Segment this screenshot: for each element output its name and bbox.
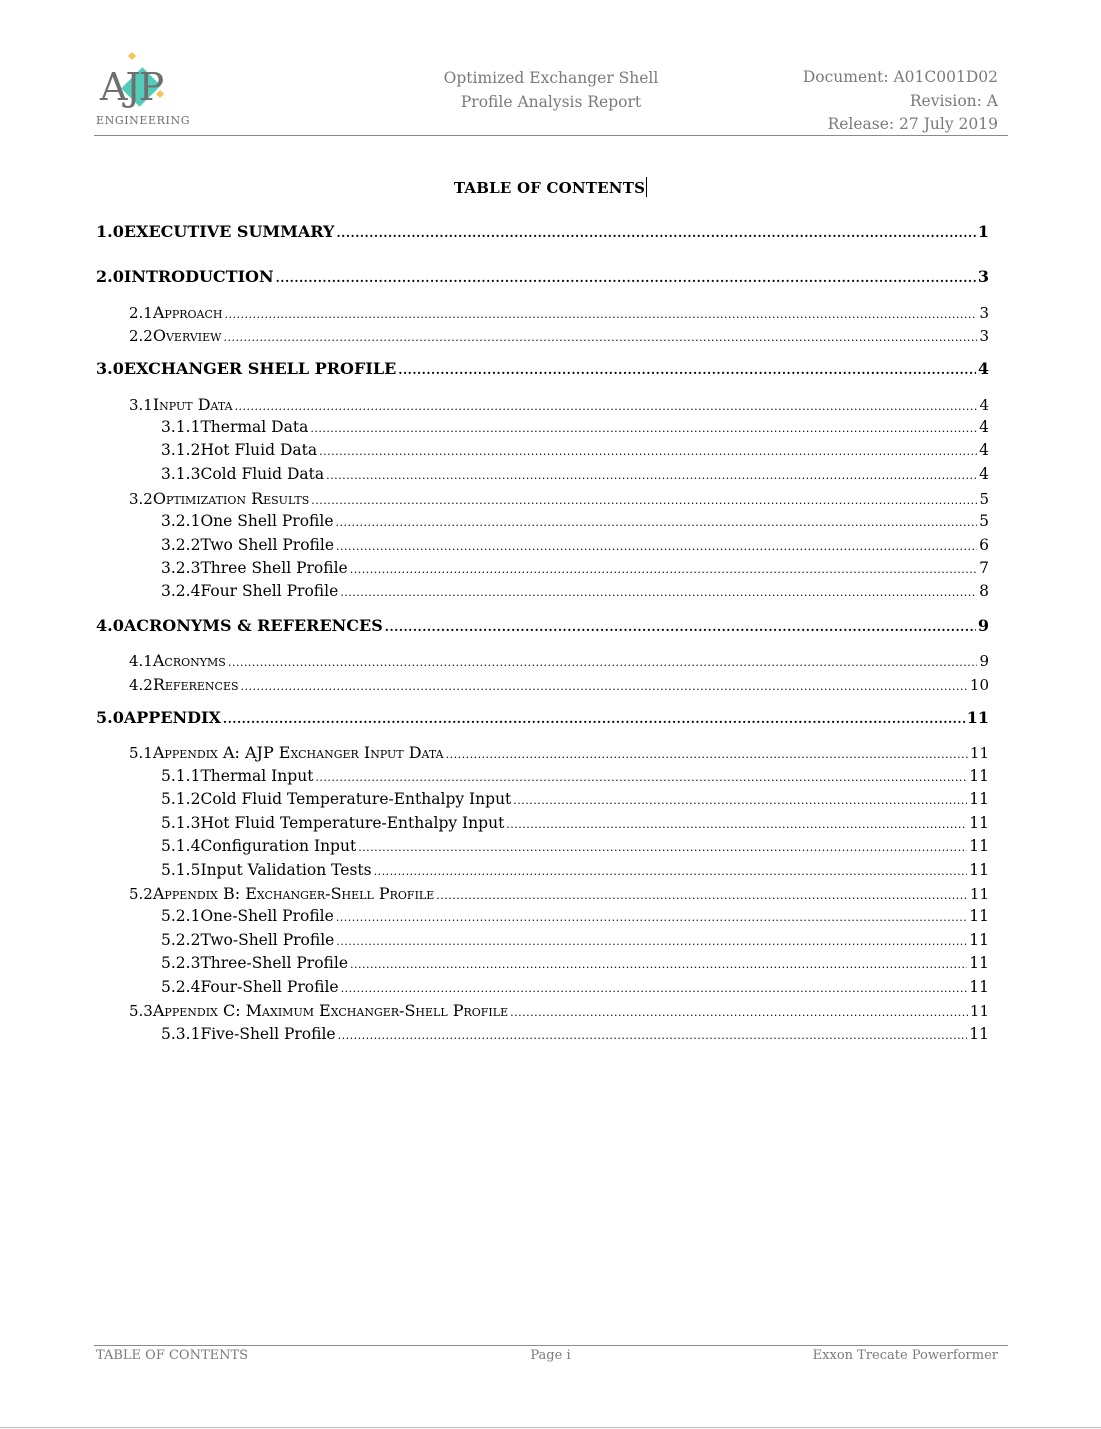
toc-entry[interactable]	[96, 708, 989, 727]
toc-entry[interactable]	[161, 767, 989, 785]
toc-entry-title: Two-Shell Profile	[200, 931, 335, 949]
toc-entry-page: 11	[969, 1025, 989, 1043]
report-title-line1: Optimized Exchanger Shell	[443, 69, 659, 87]
toc-leader	[319, 441, 977, 459]
toc-leader	[510, 1002, 968, 1020]
toc-entry-page: 6	[979, 536, 989, 554]
document-number: Document: A01C001D02	[802, 68, 998, 86]
toc-entry[interactable]	[161, 1025, 989, 1043]
footer-rule	[94, 1345, 1008, 1346]
toc-heading[interactable]	[0, 177, 1101, 197]
toc-entry-number: 5.1	[129, 744, 153, 762]
toc-entry-number: 3.2	[129, 490, 153, 508]
revision: Revision: A	[909, 91, 998, 110]
text-cursor	[646, 177, 647, 197]
toc-leader	[315, 767, 967, 785]
toc-entry-number: 5.3.1	[161, 1025, 201, 1043]
toc-entry-title: Input Data	[152, 395, 233, 414]
toc-leader	[223, 708, 965, 727]
toc-entry-title: Appendix C: Maximum Exchanger-Shell Profile	[152, 1001, 509, 1020]
header-rule	[94, 135, 1008, 136]
toc-leader	[513, 790, 967, 808]
toc-entry[interactable]	[161, 954, 989, 972]
toc-entry-number: 5.2.3	[161, 954, 201, 972]
toc-entry[interactable]	[129, 651, 989, 670]
toc-leader	[336, 222, 975, 241]
toc-entry-number: 3.2.2	[161, 536, 201, 554]
toc-entry-page: 7	[979, 559, 989, 577]
toc-entry-title: Hot Fluid Temperature-Enthalpy Input	[200, 814, 505, 832]
toc-entry-page: 11	[969, 885, 989, 903]
toc-entry[interactable]	[129, 489, 989, 508]
toc-entry-title: Three Shell Profile	[200, 559, 348, 577]
toc-entry-number: 4.1	[129, 652, 153, 670]
toc-entry-number: 2.1	[129, 304, 153, 322]
toc-entry-title: Thermal Input	[200, 767, 314, 785]
toc-entry-page: 3	[979, 304, 989, 322]
toc-entry-title: Two Shell Profile	[200, 536, 335, 554]
toc-leader	[326, 465, 977, 483]
toc-leader	[336, 907, 967, 925]
toc-leader	[276, 267, 976, 286]
toc-entry-title: INTRODUCTION	[123, 267, 274, 286]
toc-entry-page: 3	[977, 267, 989, 286]
toc-entry-page: 4	[979, 396, 989, 414]
toc-entry[interactable]	[161, 582, 989, 600]
toc-entry-number: 3.1.1	[161, 418, 201, 436]
toc-entry-number: 5.2.4	[161, 978, 201, 996]
footer-project-name: Exxon Trecate Powerformer	[812, 1348, 998, 1363]
toc-entry[interactable]	[161, 536, 989, 554]
toc-entry-title: Three-Shell Profile	[200, 954, 349, 972]
toc-entry-number: 2.0	[96, 267, 124, 286]
toc-entry-number: 5.0	[96, 708, 124, 727]
toc-entry-title: Cold Fluid Temperature-Enthalpy Input	[200, 790, 512, 808]
toc-entry-number: 5.1.1	[161, 767, 201, 785]
toc-entry-title: Thermal Data	[200, 418, 309, 436]
toc-leader	[228, 652, 978, 670]
toc-entry[interactable]	[161, 790, 989, 808]
toc-leader	[446, 744, 968, 762]
toc-entry-title: EXCHANGER SHELL PROFILE	[123, 359, 397, 378]
toc-entry[interactable]	[96, 222, 989, 241]
toc-leader	[436, 885, 968, 903]
toc-entry-title: Hot Fluid Data	[200, 441, 318, 459]
toc-entry-title: ACRONYMS & REFERENCES	[123, 616, 383, 635]
toc-entry-page: 1	[977, 222, 989, 241]
toc-entry-page: 9	[977, 616, 989, 635]
toc-entry-number: 1.0	[96, 222, 124, 241]
toc-entry-number: 3.1.3	[161, 465, 201, 483]
toc-entry-page: 11	[969, 837, 989, 855]
toc-leader	[374, 861, 968, 879]
toc-entry-title: Input Validation Tests	[200, 861, 372, 879]
toc-leader	[350, 559, 977, 577]
toc-entry-title: Acronyms	[152, 651, 226, 670]
toc-entry[interactable]	[161, 978, 989, 996]
toc-entry-title: Five-Shell Profile	[200, 1025, 336, 1043]
toc-leader	[385, 616, 976, 635]
toc-entry[interactable]	[161, 418, 989, 436]
toc-entry-page: 11	[969, 978, 989, 996]
toc-entry[interactable]	[129, 743, 989, 762]
toc-entry[interactable]	[161, 931, 989, 949]
toc-entry-page: 9	[979, 652, 989, 670]
toc-entry-page: 11	[969, 1002, 989, 1020]
toc-entry-number: 3.1.2	[161, 441, 201, 459]
toc-entry-page: 11	[969, 907, 989, 925]
toc-leader	[350, 954, 967, 972]
toc-entry-number: 5.2.2	[161, 931, 201, 949]
toc-leader	[341, 978, 968, 996]
toc-entry-title: Configuration Input	[200, 837, 357, 855]
logo-subtitle: ENGINEERING	[96, 114, 191, 127]
toc-entry-number: 3.2.4	[161, 582, 201, 600]
toc-entry-number: 3.2.3	[161, 559, 201, 577]
report-title-line2: Profile Analysis Report	[460, 93, 642, 111]
toc-entry[interactable]	[129, 675, 989, 694]
toc-entry-number: 3.0	[96, 359, 124, 378]
toc-entry-title: Four Shell Profile	[200, 582, 339, 600]
toc-entry-number: 4.0	[96, 616, 124, 635]
toc-entry-page: 11	[966, 708, 989, 727]
toc-leader	[310, 418, 977, 436]
toc-entry-number: 3.1	[129, 396, 153, 414]
toc-entry[interactable]	[161, 861, 989, 879]
footer-section-name: TABLE OF CONTENTS	[96, 1348, 249, 1363]
toc-entry-title: Approach	[152, 303, 223, 322]
toc-entry-page: 8	[979, 582, 989, 600]
toc-entry-page: 11	[969, 954, 989, 972]
toc-entry-number: 2.2	[129, 327, 153, 345]
toc-leader	[340, 582, 977, 600]
toc-entry[interactable]	[96, 267, 989, 286]
toc-entry-number: 4.2	[129, 676, 153, 694]
toc-entry-title: APPENDIX	[123, 708, 221, 727]
toc-entry-title: Cold Fluid Data	[200, 465, 325, 483]
toc-entry-page: 11	[969, 744, 989, 762]
toc-entry-page: 11	[969, 861, 989, 879]
toc-entry-title: One-Shell Profile	[200, 907, 334, 925]
release-date: Release: 27 July 2019	[827, 115, 998, 133]
page-edge	[0, 1427, 1101, 1428]
toc-entry[interactable]	[129, 395, 989, 414]
toc-leader	[235, 396, 978, 414]
toc-entry[interactable]	[96, 359, 989, 378]
toc-entry-number: 5.1.2	[161, 790, 201, 808]
toc-entry[interactable]	[161, 837, 989, 855]
toc-entry[interactable]	[161, 512, 989, 530]
toc-leader	[398, 359, 976, 378]
toc-entry-number: 5.1.5	[161, 861, 201, 879]
toc-entry-number: 5.2	[129, 885, 153, 903]
toc-entry-page: 5	[979, 490, 989, 508]
toc-entry-number: 5.1.4	[161, 837, 201, 855]
document-info	[803, 66, 998, 137]
toc-entry-page: 4	[979, 465, 989, 483]
toc-leader	[336, 512, 978, 530]
toc-leader	[223, 327, 977, 345]
toc-leader	[338, 1025, 968, 1043]
toc-leader	[336, 536, 977, 554]
toc-entry-page: 11	[969, 767, 989, 785]
toc-entry[interactable]	[129, 303, 989, 322]
toc-entry[interactable]	[161, 814, 989, 832]
report-title	[400, 66, 702, 114]
toc-entry[interactable]	[161, 441, 989, 459]
toc-leader	[506, 814, 967, 832]
toc-entry-page: 11	[969, 790, 989, 808]
toc-entry-page: 4	[979, 441, 989, 459]
toc-entry-title: EXECUTIVE SUMMARY	[123, 222, 335, 241]
toc-entry-title: Optimization Results	[152, 489, 310, 508]
toc-entry[interactable]	[129, 326, 989, 345]
toc-entry[interactable]	[129, 884, 989, 903]
toc-entry-number: 5.1.3	[161, 814, 201, 832]
logo-letters: AJP	[100, 65, 163, 109]
toc-entry-page: 11	[969, 814, 989, 832]
toc-entry-page: 11	[969, 931, 989, 949]
toc-entry-number: 5.3	[129, 1002, 153, 1020]
footer-page-number: Page i	[530, 1348, 571, 1363]
toc-entry-page: 10	[969, 676, 989, 694]
toc-leader	[358, 837, 967, 855]
toc-leader	[311, 490, 977, 508]
toc-entry-page: 3	[979, 327, 989, 345]
toc-entry-page: 4	[979, 418, 989, 436]
toc-leader	[224, 304, 977, 322]
toc-entry[interactable]	[129, 1001, 989, 1020]
toc-leader	[241, 676, 968, 694]
toc-entry-title: References	[152, 675, 239, 694]
toc-entry-title: Overview	[152, 326, 222, 345]
toc-entry-number: 5.2.1	[161, 907, 201, 925]
toc-entry[interactable]	[161, 559, 989, 577]
toc-entry-title: Four-Shell Profile	[200, 978, 339, 996]
toc-entry-page: 5	[979, 512, 989, 530]
toc-entry[interactable]	[161, 465, 989, 483]
toc-entry[interactable]	[161, 907, 989, 925]
toc-entry[interactable]	[96, 616, 989, 635]
toc-leader	[336, 931, 967, 949]
toc-entry-number: 3.2.1	[161, 512, 201, 530]
toc-entry-page: 4	[977, 359, 989, 378]
toc-entry-title: One Shell Profile	[200, 512, 334, 530]
toc-heading-text: TABLE OF CONTENTS	[453, 179, 646, 197]
toc-entry-title: Appendix A: AJP Exchanger Input Data	[152, 743, 444, 762]
toc-entry-title: Appendix B: Exchanger-Shell Profile	[152, 884, 435, 903]
